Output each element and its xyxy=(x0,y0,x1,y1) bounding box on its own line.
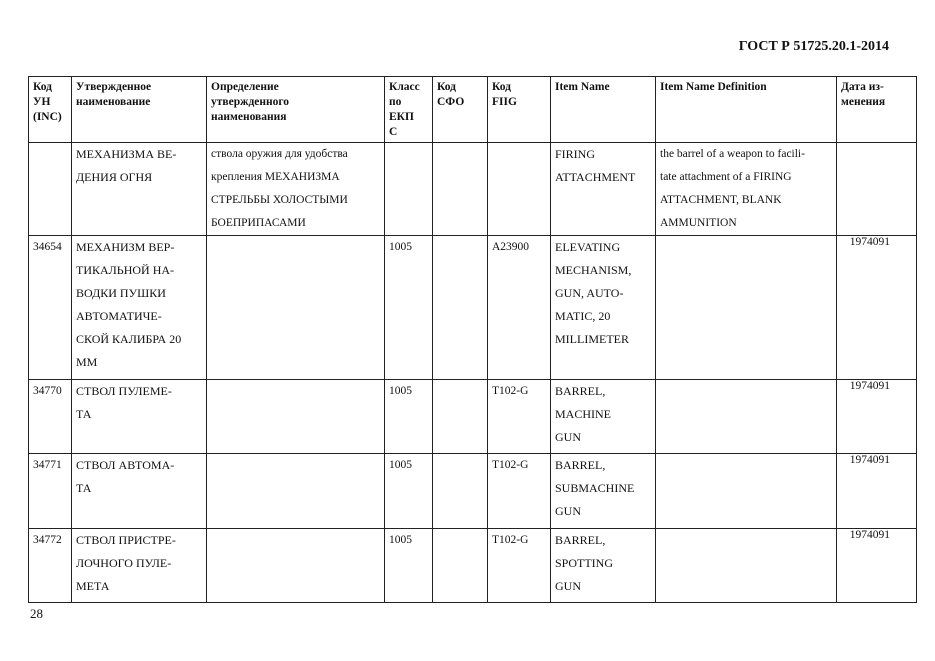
table-row xyxy=(29,529,917,603)
cell-date: 1974091 xyxy=(837,380,917,454)
cell-date: 1974091 xyxy=(837,454,917,529)
cell-class xyxy=(385,143,433,236)
cell-definition xyxy=(207,454,385,529)
cell-name: СТВОЛ ПУЛЕМЕ- ТА xyxy=(72,380,207,454)
column-header-inc: Код УН (INC) xyxy=(29,77,72,143)
cell-name: СТВОЛ ПРИСТРЕ- ЛОЧНОГО ПУЛЕ- МЕТА xyxy=(72,529,207,603)
cell-date xyxy=(837,143,917,236)
cell-fiig: T102-G xyxy=(488,380,551,454)
table-row xyxy=(29,143,917,236)
cell-definition xyxy=(207,380,385,454)
cell-code xyxy=(29,143,72,236)
cell-code: 34772 xyxy=(29,529,72,603)
cell-item-name: BARREL, SUBMACHINE GUN xyxy=(551,454,656,529)
cell-code: 34770 xyxy=(29,380,72,454)
cell-date: 1974091 xyxy=(837,529,917,603)
cell-item-definition xyxy=(656,236,837,380)
column-header-sfo: Код СФО xyxy=(433,77,488,143)
cell-sfo xyxy=(433,236,488,380)
cell-item-name: BARREL, MACHINE GUN xyxy=(551,380,656,454)
cell-class: 1005 xyxy=(385,380,433,454)
page-number: 28 xyxy=(30,606,43,621)
cell-item-definition: the barrel of a weapon to facili- tate attachment of a FIRING ATTACHMENT, BLANK AMMUNITION xyxy=(656,143,837,236)
cell-name: МЕХАНИЗМА ВЕ- ДЕНИЯ ОГНЯ xyxy=(72,143,207,236)
cell-code: 34771 xyxy=(29,454,72,529)
cell-name: СТВОЛ АВТОМА- ТА xyxy=(72,454,207,529)
cell-class: 1005 xyxy=(385,529,433,603)
column-header-item-name: Item Name xyxy=(551,77,656,143)
cell-fiig xyxy=(488,143,551,236)
cell-sfo xyxy=(433,380,488,454)
column-header-class: Класс по ЕКП С xyxy=(385,77,433,143)
document-code: ГОСТ Р 51725.20.1-2014 xyxy=(738,39,889,54)
column-header-approved-name: Утвержденное наименование xyxy=(72,77,207,143)
table-row xyxy=(29,236,917,380)
cell-definition xyxy=(207,529,385,603)
column-header-definition: Определение утвержденного наименования xyxy=(207,77,385,143)
cell-item-definition xyxy=(656,529,837,603)
table-row xyxy=(29,380,917,454)
catalog-table xyxy=(28,76,917,603)
column-header-date: Дата из- менения xyxy=(837,77,917,143)
cell-definition: ствола оружия для удобства крепления МЕХАНИЗМА СТРЕЛЬБЫ ХОЛОСТЫМИ БОЕПРИПАСАМИ xyxy=(207,143,385,236)
cell-sfo xyxy=(433,143,488,236)
cell-class: 1005 xyxy=(385,454,433,529)
cell-fiig: A23900 xyxy=(488,236,551,380)
cell-item-name: ELEVATING MECHANISM, GUN, AUTO- MATIC, 20 MILLIMETER xyxy=(551,236,656,380)
cell-fiig: T102-G xyxy=(488,454,551,529)
cell-class: 1005 xyxy=(385,236,433,380)
table-header-row xyxy=(29,77,917,143)
cell-code: 34654 xyxy=(29,236,72,380)
table-row xyxy=(29,454,917,529)
cell-item-definition xyxy=(656,380,837,454)
column-header-fiig: Код FIIG xyxy=(488,77,551,143)
cell-sfo xyxy=(433,529,488,603)
cell-name: МЕХАНИЗМ ВЕР- ТИКАЛЬНОЙ НА- ВОДКИ ПУШКИ АВТОМАТИЧЕ- СКОЙ КАЛИБРА 20 ММ xyxy=(72,236,207,380)
cell-item-name: FIRING ATTACHMENT xyxy=(551,143,656,236)
cell-definition xyxy=(207,236,385,380)
cell-sfo xyxy=(433,454,488,529)
cell-fiig: T102-G xyxy=(488,529,551,603)
column-header-item-definition: Item Name Definition xyxy=(656,77,837,143)
cell-item-definition xyxy=(656,454,837,529)
cell-item-name: BARREL, SPOTTING GUN xyxy=(551,529,656,603)
cell-date: 1974091 xyxy=(837,236,917,380)
